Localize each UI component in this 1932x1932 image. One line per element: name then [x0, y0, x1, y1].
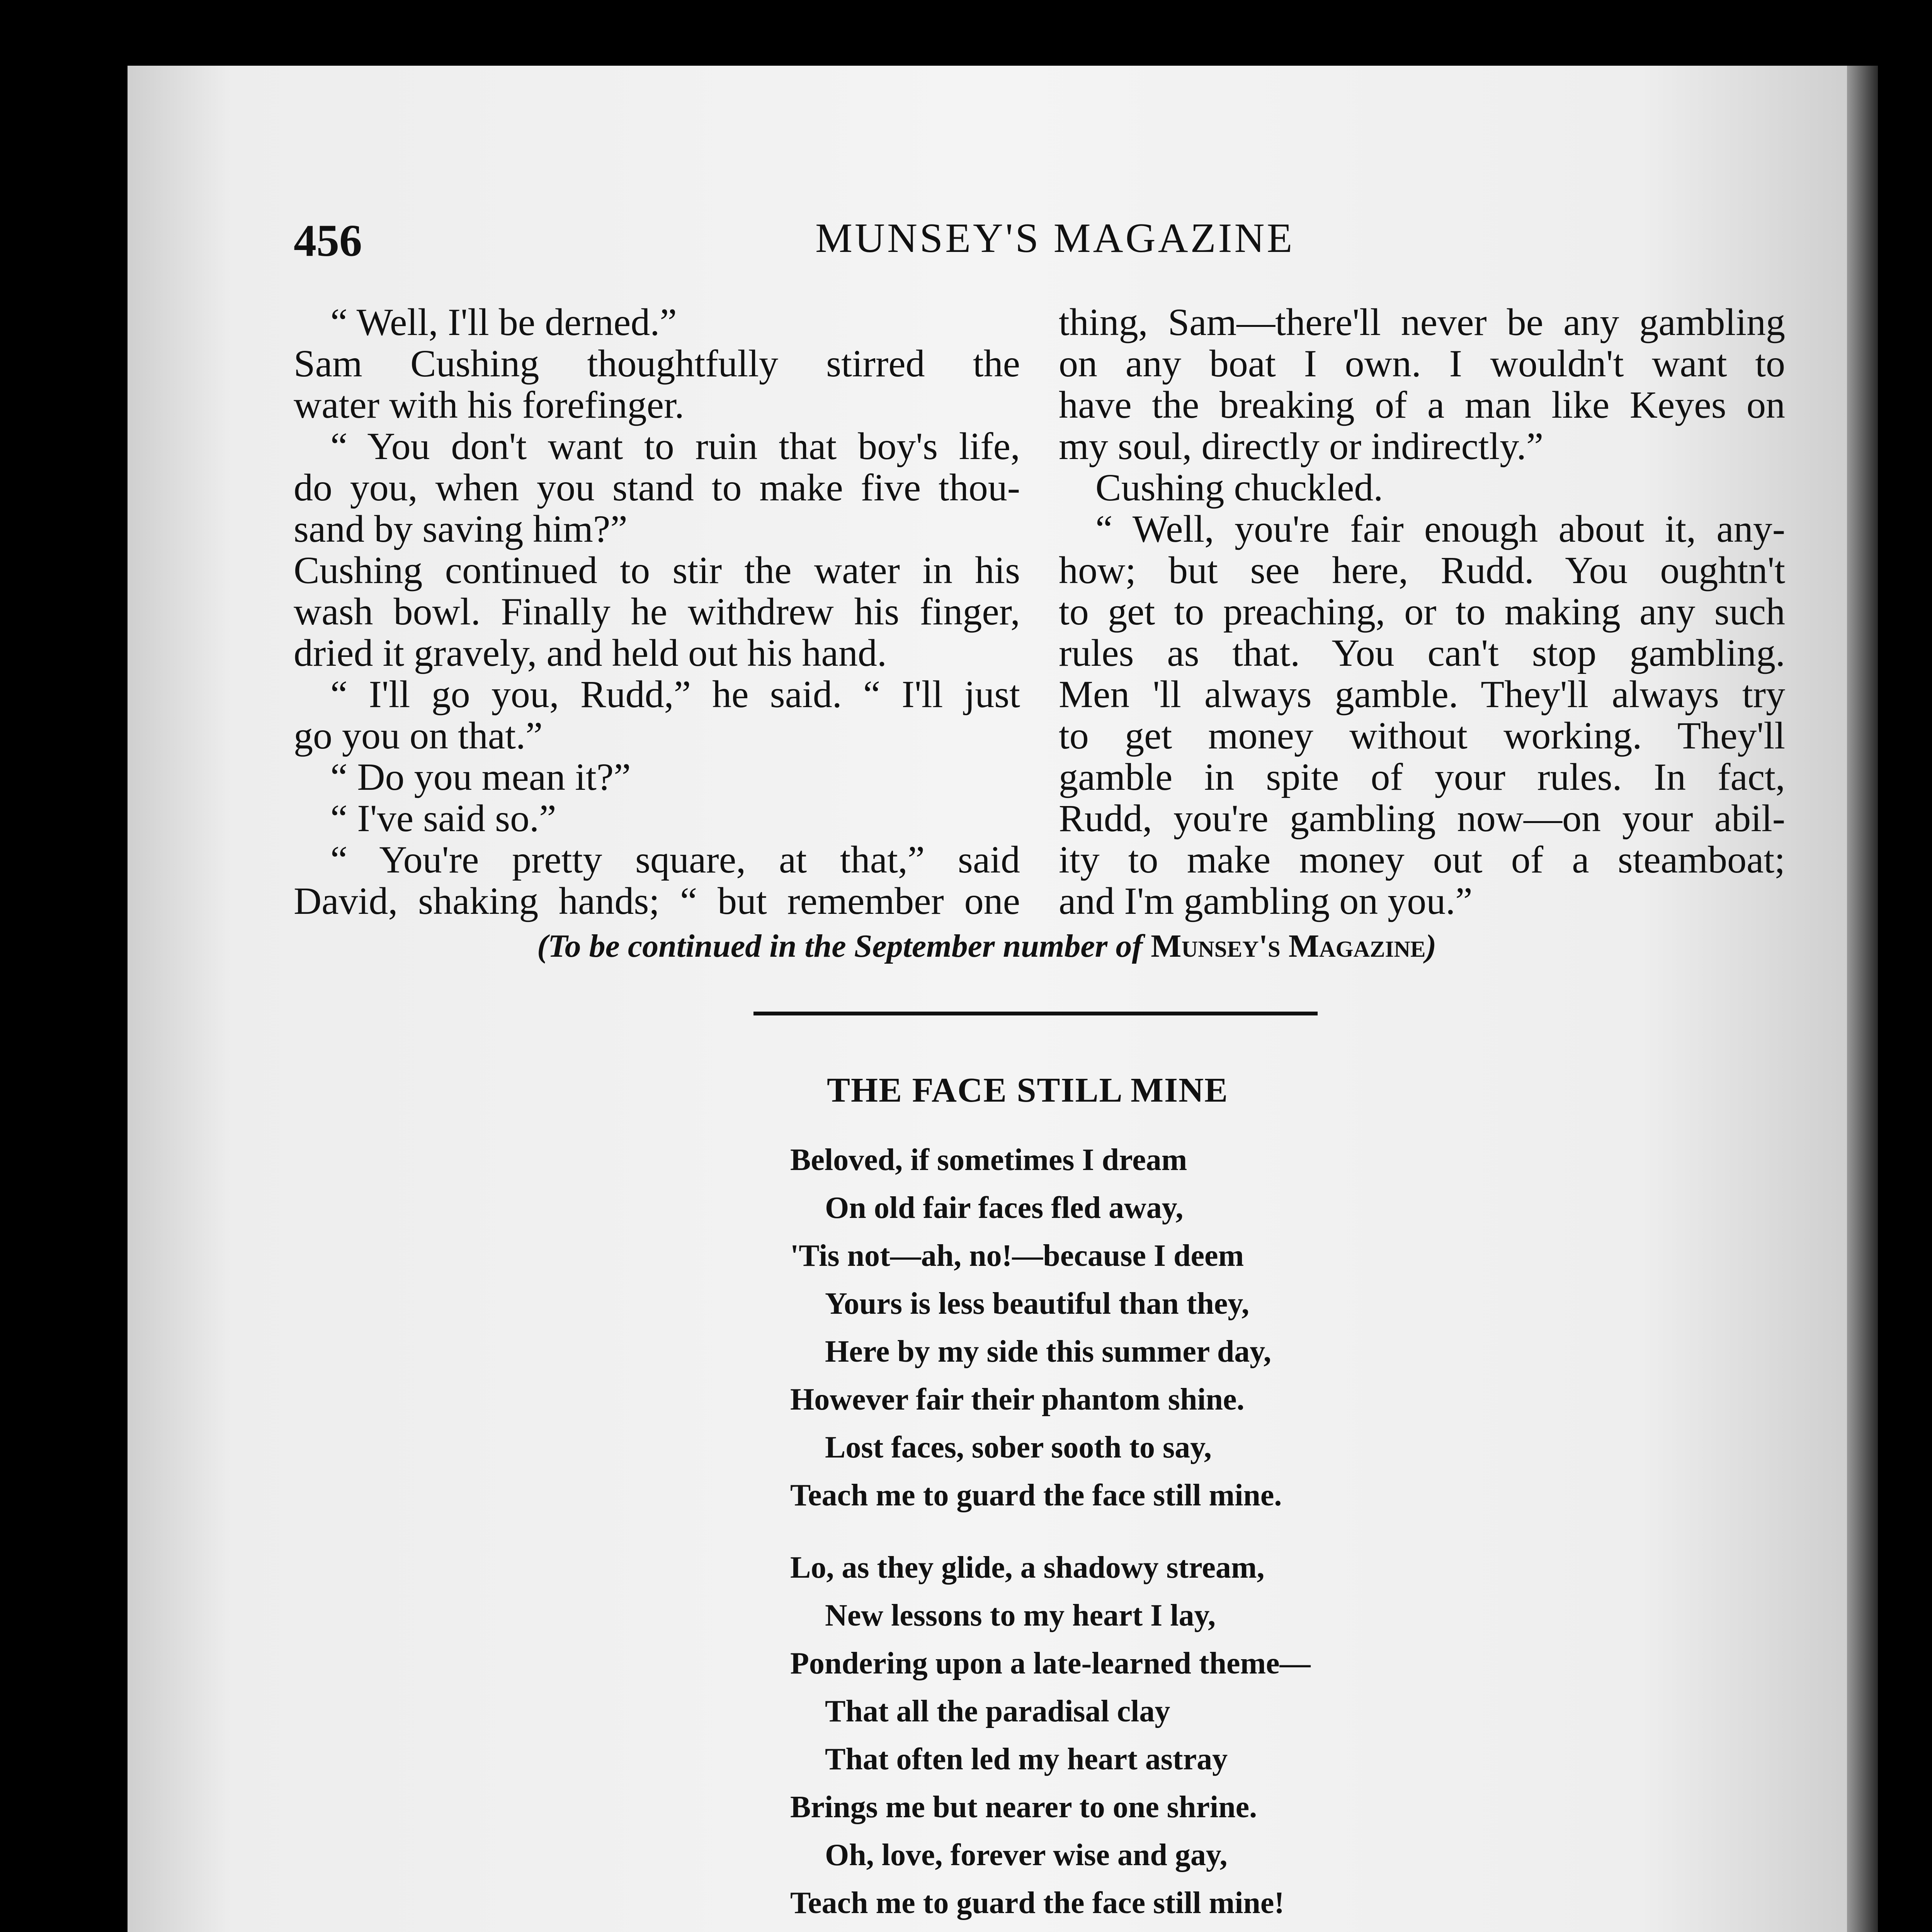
story-line: rules as that. You can't stop gambling.: [1059, 631, 1785, 674]
story-line: Sam Cushing thoughtfully stirred the: [294, 342, 1020, 385]
poem-line: Lost faces, sober sooth to say,: [825, 1430, 1212, 1464]
poem-line: However fair their phantom shine.: [790, 1383, 1245, 1417]
poem-line: Beloved, if sometimes I dream: [790, 1143, 1187, 1177]
poem-line: Oh, love, forever wise and gay,: [825, 1838, 1228, 1872]
story-line: thing, Sam—there'll never be any gambling: [1059, 301, 1785, 344]
poem-line: Yours is less beautiful than they,: [825, 1287, 1249, 1321]
poem-line: Teach me to guard the face still mine!: [790, 1886, 1285, 1920]
story-line: water with his forefinger.: [294, 383, 684, 426]
running-head: MUNSEY'S MAGAZINE: [815, 215, 1295, 261]
story-line: to get to preaching, or to making any such: [1059, 590, 1785, 633]
story-line: how; but see here, Rudd. You oughtn't: [1059, 549, 1785, 592]
story-line: on any boat I own. I wouldn't want to: [1059, 342, 1785, 385]
section-divider: [753, 1012, 1318, 1015]
poem-stanza-1: [790, 1136, 1524, 1519]
story-line: “ Well, I'll be derned.”: [330, 301, 677, 344]
story-line: “ You don't want to ruin that boy's life,: [330, 425, 1020, 468]
story-line: go you on that.”: [294, 714, 543, 757]
poem-line: New lessons to my heart I lay,: [825, 1599, 1216, 1633]
poem-line: Pondering upon a late-learned theme—: [790, 1646, 1311, 1680]
continuation-prefix: (To be continued in the September number of: [537, 928, 1151, 964]
poem-stanza-2: [790, 1544, 1524, 1927]
story-line: and I'm gambling on you.”: [1059, 879, 1473, 922]
continuation-note: [537, 927, 1436, 965]
story-line: Men 'll always gamble. They'll always try: [1059, 673, 1785, 716]
story-line: Rudd, you're gambling now—on your abil-: [1059, 797, 1785, 840]
continuation-suffix: ): [1425, 928, 1437, 964]
story-line: wash bowl. Finally he withdrew his finger,: [294, 590, 1020, 633]
story-line: “ Do you mean it?”: [330, 755, 631, 798]
story-left-column: [294, 301, 1020, 922]
story-line: sand by saving him?”: [294, 507, 628, 550]
story-line: gamble in spite of your rules. In fact,: [1059, 755, 1785, 798]
poem-line: On old fair faces fled away,: [825, 1191, 1184, 1225]
story-right-column: [1059, 301, 1785, 922]
poem-line: Here by my side this summer day,: [825, 1335, 1271, 1369]
poem-line: Lo, as they glide, a shadowy stream,: [790, 1551, 1265, 1585]
story-line: to get money without working. They'll: [1059, 714, 1785, 757]
story-line: David, shaking hands; “ but remember one: [294, 879, 1020, 922]
poem-title: THE FACE STILL MINE: [827, 1071, 1229, 1109]
continuation-magazine: Munsey's Magazine: [1151, 928, 1426, 964]
story-line: “ I'll go you, Rudd,” he said. “ I'll just: [330, 673, 1020, 716]
story-line: “ Well, you're fair enough about it, any-: [1095, 507, 1785, 550]
poem-line: 'Tis not—ah, no!—because I deem: [790, 1239, 1244, 1273]
story-line: “ You're pretty square, at that,” said: [330, 838, 1020, 881]
story-line: dried it gravely, and held out his hand.: [294, 631, 887, 674]
story-line: Cushing chuckled.: [1095, 466, 1383, 509]
page-number: 456: [294, 215, 362, 266]
poem-line: That often led my heart astray: [825, 1742, 1228, 1776]
story-line: “ I've said so.”: [330, 797, 556, 840]
poem-line: Teach me to guard the face still mine.: [790, 1478, 1282, 1512]
story-line: Cushing continued to stir the water in his: [294, 549, 1020, 592]
poem-line: Brings me but nearer to one shrine.: [790, 1790, 1257, 1824]
story-line: ity to make money out of a steamboat;: [1059, 838, 1785, 881]
next-page-edge: [1847, 66, 1878, 1932]
story-line: my soul, directly or indirectly.”: [1059, 425, 1544, 468]
poem-line: That all the paradisal clay: [825, 1694, 1170, 1728]
story-line: do you, when you stand to make five thou-: [294, 466, 1020, 509]
story-line: have the breaking of a man like Keyes on: [1059, 383, 1785, 426]
